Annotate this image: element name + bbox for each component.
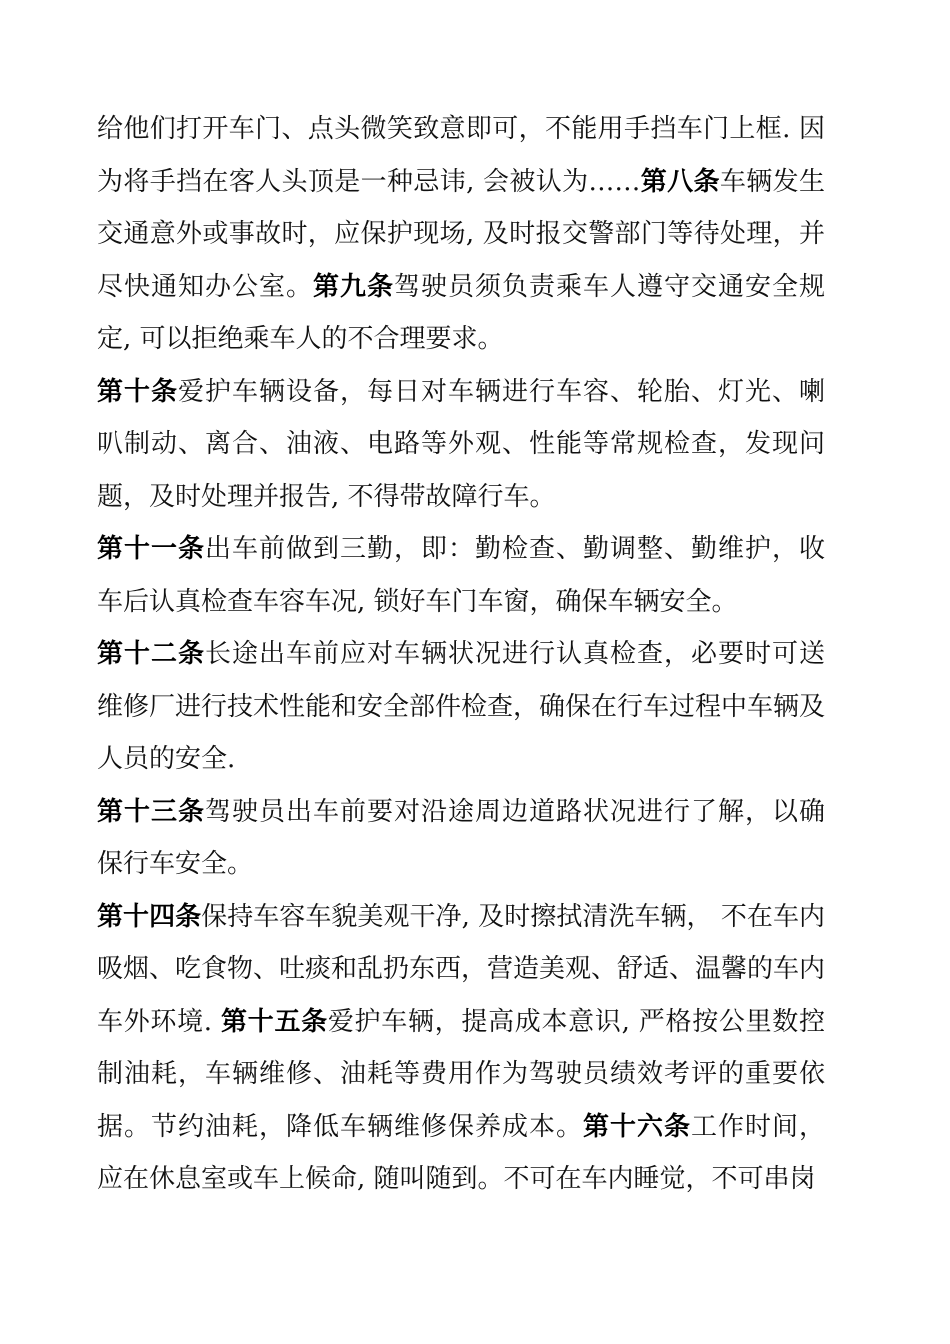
paragraph-3 [97,523,825,628]
paragraph-text: 爱护车辆，提高成本意识, 严格按公里数控制油耗，车辆维修、油耗等费用作为驾驶员绩效考评的重要依据。节约油耗，降低车辆维修保养成本。 [97,1006,826,1142]
paragraph-1 [97,103,825,366]
article-heading-14: 第十四条 [97,901,202,932]
article-heading-12: 第十二条 [97,639,205,669]
paragraph-text: 出车前做到三勤，即：勤检查、勤调整、勤维护，收车后认真检查车容车况, 锁好车门车窗，确保车辆安全。 [97,534,825,617]
article-heading-16: 第十六条 [582,1111,691,1142]
paragraph-2 [97,366,825,524]
paragraph-text: 驾驶员出车前要对沿途周边道路状况进行了解，以确保行车安全。 [97,796,825,879]
document-page [97,103,825,1206]
article-heading-11: 第十一条 [97,534,205,564]
article-heading-15: 第十五条 [221,1006,328,1037]
paragraph-text: 驾驶员须负责乘车人遵守交通安全规定, 可以拒绝乘车人的不合理要求。 [97,271,825,354]
article-heading-13: 第十三条 [97,796,205,827]
paragraph-text: 长途出车前应对车辆状况进行认真检查，必要时可送维修厂进行技术性能和安全部件检查，确保在行车过程中车辆及人员的安全. [97,639,826,774]
paragraph-text: 工作时间，应在休息室或车上候命, 随叫随到。不可在车内睡觉，不可串岗 [97,1111,825,1194]
article-heading-8: 第八条 [640,166,720,197]
paragraph-text: 车辆发生交通意外或事故时，应保护现场, 及时报交警部门等待处理，并尽快通知办公室。 [97,166,825,302]
paragraph-6 [97,891,825,1206]
paragraph-text: 给他们打开车门、点头微笑致意即可，不能用手挡车门上框. 因为将手挡在客人头顶是一种忌讳, 会被认为…… [97,114,825,197]
paragraph-text: 爱护车辆设备，每日对车辆进行车容、轮胎、灯光、喇叭制动、离合、油液、电路等外观、性能等常规检查，发现问题，及时处理并报告, 不得带故障行车。 [97,376,825,512]
article-heading-9: 第九条 [313,271,394,302]
article-heading-10: 第十条 [97,376,178,407]
paragraph-5 [97,786,825,891]
paragraph-4 [97,628,825,786]
paragraph-text: 保持车容车貌美观干净, 及时擦拭清洗车辆， 不在车内吸烟、吃食物、吐痰和乱扔东西，营造美观、舒适、温馨的车内车外环境. [97,901,826,1037]
